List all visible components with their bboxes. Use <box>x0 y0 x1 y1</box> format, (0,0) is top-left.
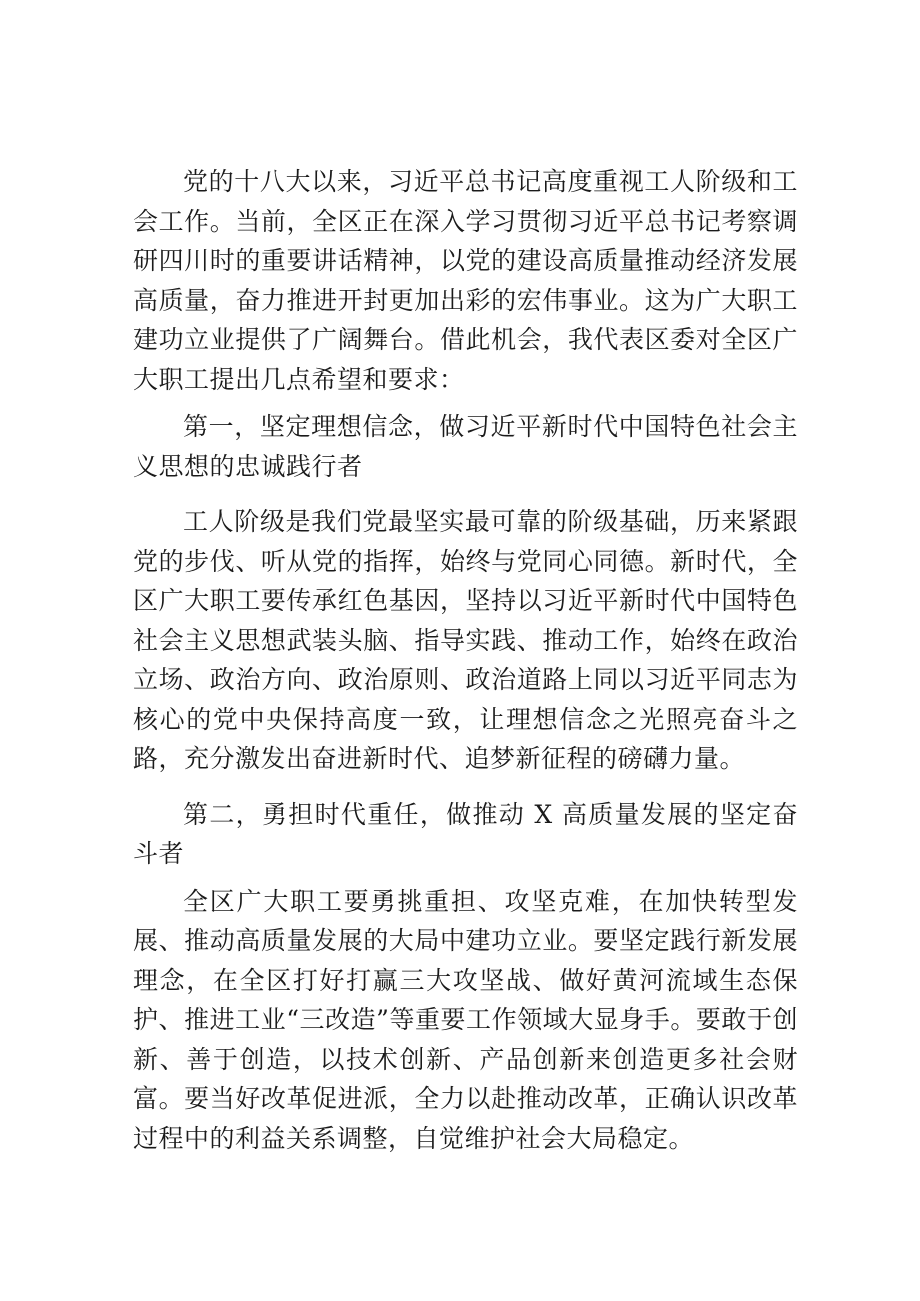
section-1-paragraph: 工人阶级是我们党最坚实最可靠的阶级基础，历来紧跟党的步伐、听从党的指挥，始终与党同心同德。新时代，全区广大职工要传承红色基因，坚持以习近平新时代中国特色社会主义思想武装头脑、指导实践、推动工作，始终在政治立场、政治方向、政治原则、政治道路上同以习近平同志为核心的党中央保持高度一致，让理想信念之光照亮奋斗之路，充分激发出奋进新时代、追梦新征程的磅礴力量。 <box>133 507 798 773</box>
section-2-paragraph: 全区广大职工要勇挑重担、攻坚克难，在加快转型发展、推动高质量发展的大局中建功立业。要坚定践行新发展理念，在全区打好打赢三大攻坚战、做好黄河流域生态保护、推进工业“三改造”等重要工作领域大显身手。要敢于创新、善于创造，以技术创新、产品创新来创造更多社会财富。要当好改革促进派，全力以赴推动改革，正确认识改革过程中的利益关系调整，自觉维护社会大局稳定。 <box>133 886 798 1153</box>
intro-paragraph: 党的十八大以来，习近平总书记高度重视工人阶级和工会工作。当前，全区正在深入学习贯彻习近平总书记考察调研四川时的重要讲话精神，以党的建设高质量推动经济发展高质量，奋力推进开封更加出彩的宏伟事业。这为广大职工建功立业提供了广阔舞台。借此机会，我代表区委对全区广大职工提出几点希望和要求： <box>133 167 798 394</box>
document-body <box>133 162 798 1158</box>
section-heading-2: 第二，勇担时代重任，做推动 X 高质量发展的坚定奋斗者 <box>133 799 798 868</box>
section-heading-1: 第一，坚定理想信念，做习近平新时代中国特色社会主义思想的忠诚践行者 <box>133 412 798 481</box>
